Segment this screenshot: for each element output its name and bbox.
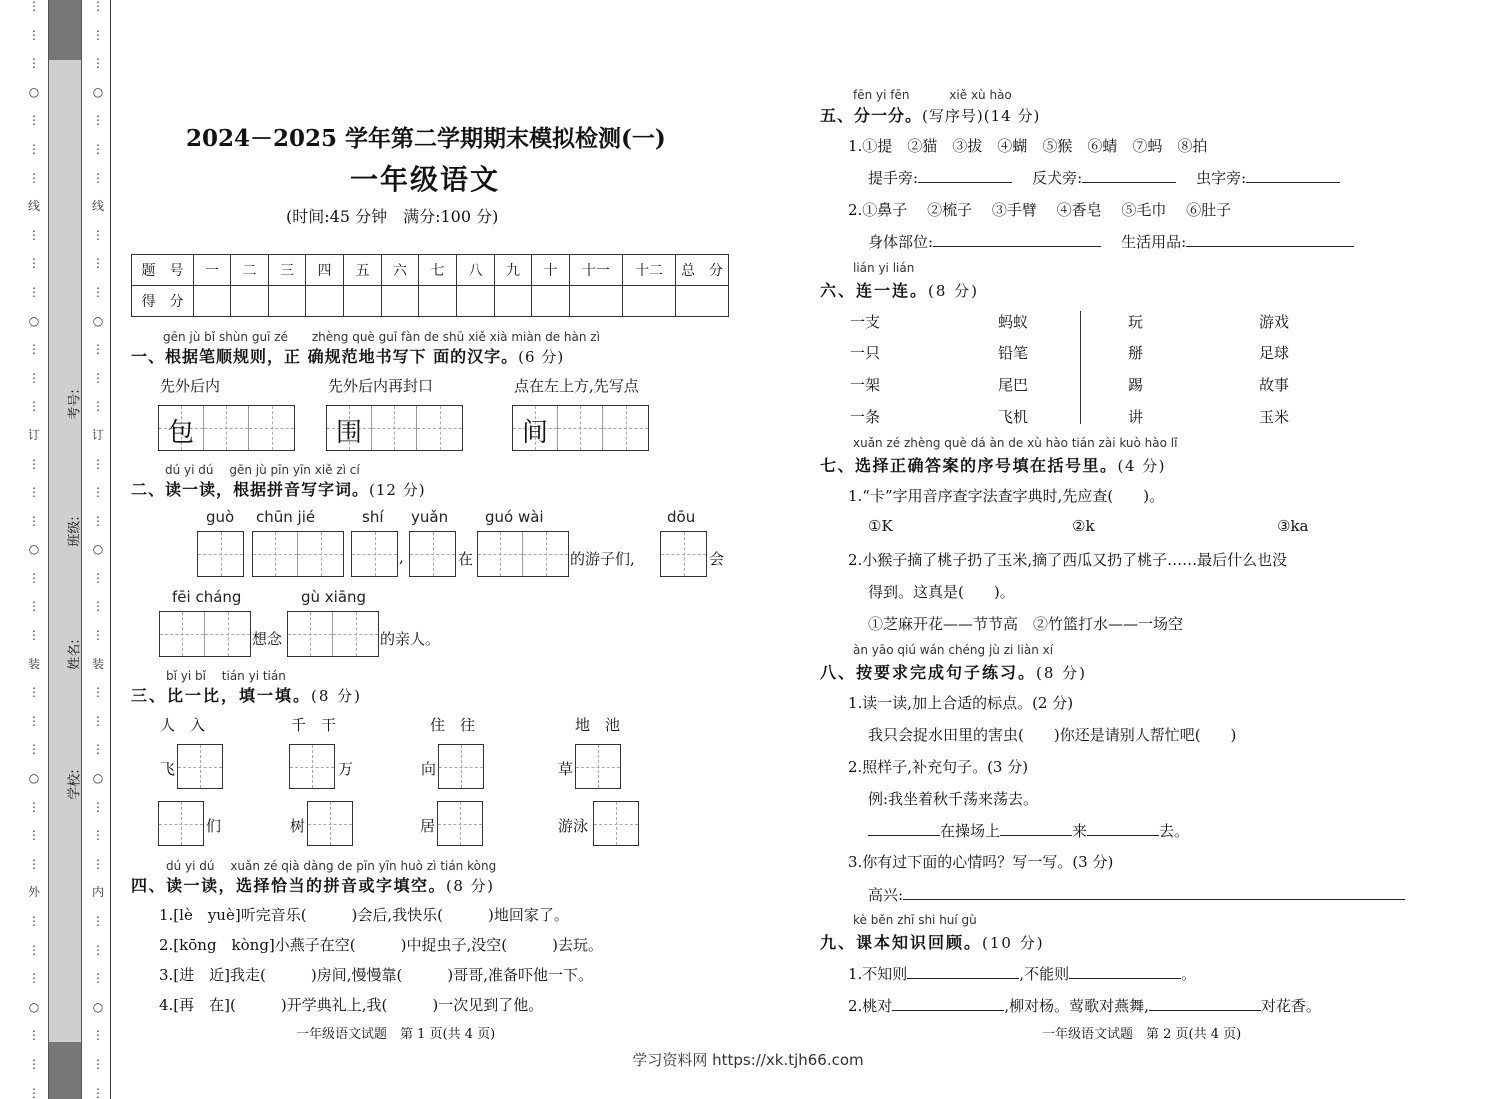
s6-item: 讲 — [1128, 408, 1144, 426]
s6-divider — [1080, 311, 1081, 424]
s8-blank[interactable] — [1000, 820, 1072, 836]
s3-word: 们 — [206, 817, 222, 835]
s3-title-text: 三、比一比，填一填。 — [131, 686, 312, 705]
s3-box[interactable] — [177, 744, 223, 789]
s2-py: chūn jié — [256, 508, 316, 526]
s7-q1: 1.“卡”字用音序查字法查字典时,先应查( )。 — [848, 487, 1165, 505]
s4-title — [131, 873, 495, 896]
score-header-cell: 十一 — [570, 255, 623, 286]
s9-blank[interactable] — [1149, 995, 1261, 1011]
s9-text: 1.不知则 — [848, 965, 908, 983]
binding-line — [110, 0, 111, 1099]
s8-blank[interactable] — [903, 884, 1405, 900]
score-value-row — [132, 286, 729, 317]
score-input-cell[interactable] — [623, 286, 676, 317]
score-header-cell: 三 — [269, 255, 306, 286]
s8-blank[interactable] — [1087, 820, 1159, 836]
s5-blank[interactable] — [918, 167, 1012, 183]
s2-box-guxiang[interactable] — [287, 611, 379, 657]
s9-q1 — [848, 963, 1196, 984]
s3-box[interactable] — [437, 801, 483, 846]
s9-text: ,不能则 — [1019, 965, 1070, 983]
s2-py: gù xiāng — [301, 588, 367, 606]
s7-opts2: ①芝麻开花——节节高 ②竹篮打水——一场空 — [868, 615, 1184, 633]
s2-py: guò — [206, 508, 235, 526]
s3-box[interactable] — [307, 801, 353, 846]
binding-mark: 装 — [27, 656, 40, 671]
score-header-cell: 题 号 — [132, 255, 194, 286]
score-header-cell: 二 — [231, 255, 269, 286]
s8-fill-text: 去。 — [1159, 822, 1190, 840]
s1-grid-bao[interactable] — [158, 405, 295, 451]
s5-cat-label: 提手旁: — [868, 169, 919, 187]
s8-q2-example: 例:我坐着秋千荡来荡去。 — [868, 790, 1039, 808]
s3-pinyin: bǐ yi bǐ tián yi tián — [166, 669, 286, 683]
score-input-cell[interactable] — [419, 286, 457, 317]
s8-q1-sentence: 我只会捉水田里的害虫( )你还是请别人帮忙吧( ) — [868, 726, 1237, 744]
s8-score: (8 分) — [1036, 664, 1088, 682]
score-header-cell: 总 分 — [676, 255, 729, 286]
s6-item: 蚂蚁 — [998, 313, 1029, 331]
s3-title — [131, 683, 362, 706]
s9-text: 2.桃对 — [848, 997, 893, 1015]
s3-score: (8 分) — [311, 687, 363, 705]
footer-left: 一年级语文试题 第 1 页(共 4 页) — [296, 1027, 496, 1042]
s5-title-text: 五、分一分。 — [820, 106, 923, 125]
s8-fill-text: 在操场上 — [940, 822, 1001, 840]
field-class: 班级: — [67, 516, 83, 547]
s4-title-text: 四、读一读，选择恰当的拼音或字填空。 — [131, 876, 447, 895]
s5-blank[interactable] — [1082, 167, 1176, 183]
s7-pinyin: xuǎn zé zhèng què dá àn de xù hào tián zài kuò hào lǐ — [853, 436, 1178, 450]
s2-pinyin: dú yi dú gēn jù pīn yīn xiě zì cí — [165, 463, 360, 477]
s5-q1: 1.①提 ②猫 ③拔 ④蝴 ⑤猴 ⑥蜻 ⑦蚂 ⑧拍 — [848, 137, 1208, 155]
s5-cat-label: 身体部位: — [868, 233, 934, 251]
s4-item: 3.[进 近]我走( )房间,慢慢靠( )哥哥,准备吓他一下。 — [159, 966, 593, 984]
score-header-cell: 八 — [457, 255, 495, 286]
s4-pinyin: dú yi dú xuǎn zé qià dàng de pīn yīn huò zì tián kòng — [166, 859, 497, 873]
binding-mark: 外 — [27, 885, 40, 900]
s7-opt: ②k — [1072, 517, 1095, 535]
score-input-cell[interactable] — [194, 286, 231, 317]
s8-q2-fill — [868, 820, 1189, 841]
s3-pair: 人 入 — [160, 716, 206, 734]
s9-text: 对花香。 — [1260, 997, 1321, 1015]
score-header-cell: 十 — [532, 255, 570, 286]
s6-item: 一条 — [850, 408, 881, 426]
s2-box-guo[interactable] — [197, 531, 244, 577]
s2-score: (12 分) — [369, 481, 426, 499]
s5-blank[interactable] — [933, 231, 1101, 247]
s9-text: ,柳对杨。莺歌对燕舞, — [1004, 997, 1149, 1015]
s7-score: (4 分) — [1117, 457, 1167, 475]
s5-cat-label: 虫字旁: — [1196, 169, 1247, 187]
s6-title-text: 六、连一连。 — [820, 281, 929, 300]
s1-char: 间 — [521, 418, 548, 448]
s2-py: dōu — [667, 508, 696, 526]
s1-grid-wei[interactable] — [326, 405, 463, 451]
s2-box-guowai[interactable] — [477, 531, 569, 577]
s1-char: 包 — [167, 418, 194, 448]
s6-score: (8 分) — [928, 282, 980, 300]
s8-pinyin: àn yāo qiú wán chéng jù zi liàn xí — [853, 643, 1054, 657]
score-header-row — [132, 255, 729, 286]
s3-word: 草 — [558, 760, 574, 778]
exam-title: 2024－2025 学年第二学期期末模拟检测(一) — [186, 125, 666, 152]
s2-text-zai: 在 — [458, 550, 474, 568]
s1-grid-jian[interactable] — [512, 405, 649, 451]
score-input-cell[interactable] — [676, 286, 729, 317]
s6-item: 铅笔 — [998, 344, 1029, 362]
s6-item: 一支 — [850, 313, 881, 331]
s8-q2: 2.照样子,补充句子。(3 分) — [848, 758, 1029, 776]
s2-comma: , — [399, 548, 404, 566]
s2-py: guó wài — [485, 508, 544, 526]
s6-item: 飞机 — [998, 408, 1029, 426]
s3-box[interactable] — [575, 744, 621, 789]
s9-pinyin: kè běn zhī shi huí gù — [853, 913, 977, 927]
s3-word: 向 — [421, 760, 437, 778]
s6-title — [820, 278, 979, 301]
score-header-cell: 九 — [495, 255, 532, 286]
binding-mark: 装 — [91, 656, 104, 671]
s3-box[interactable] — [289, 744, 335, 789]
score-table — [131, 254, 729, 317]
score-header-cell: 七 — [419, 255, 457, 286]
footer-right: 一年级语文试题 第 2 页(共 4 页) — [1042, 1027, 1242, 1042]
s5-q2: 2.①鼻子 ②梳子 ③手臂 ④香皂 ⑤毛巾 ⑥肚子 — [848, 201, 1232, 219]
score-header-cell: 五 — [344, 255, 382, 286]
s1-title — [131, 344, 564, 367]
s3-word: 树 — [290, 817, 306, 835]
field-name: 姓名: — [67, 639, 83, 670]
s2-box-chunjie[interactable] — [252, 531, 344, 577]
s8-fill-text: 来 — [1072, 822, 1088, 840]
s2-box-feichang[interactable] — [159, 611, 251, 657]
s6-item: 游戏 — [1259, 313, 1290, 331]
binding-dots-outer: ⋮ ⋮ ⋮ ○ ⋮ ⋮ ⋮ 线 ⋮ ⋮ ⋮ ○ ⋮ ⋮ ⋮ 订 ⋮ ⋮ ⋮ ○ ⋮ ⋮ ⋮ 装 ⋮ ⋮ ⋮ ○ ⋮ ⋮ ⋮ 外 ⋮ ⋮ ⋮ ○ ⋮ ⋮ ⋮ — [27, 0, 40, 1099]
exam-meta: (时间:45 分钟 满分:100 分) — [286, 207, 499, 226]
s2-box-shi[interactable] — [351, 531, 398, 577]
binding-mark: 内 — [91, 885, 104, 900]
s2-title — [131, 477, 426, 500]
s3-box[interactable] — [438, 744, 484, 789]
s6-item: 一只 — [850, 344, 881, 362]
s1-rule: 先外后内 — [160, 377, 221, 395]
score-input-cell[interactable] — [570, 286, 623, 317]
s2-text-youzi: 的游子们, — [570, 550, 635, 568]
s6-item: 足球 — [1259, 344, 1290, 362]
s1-pinyin: gēn jù bǐ shùn guī zé zhèng què guī fàn de shū xiě xià miàn de hàn zì — [163, 330, 600, 344]
s3-box[interactable] — [158, 801, 204, 846]
score-input-cell[interactable] — [495, 286, 532, 317]
s4-score: (8 分) — [446, 877, 495, 895]
score-input-cell[interactable] — [231, 286, 269, 317]
s9-q2 — [848, 995, 1321, 1016]
s2-text-xiangnian: 想念 — [252, 630, 283, 648]
score-header-cell: 四 — [306, 255, 344, 286]
s9-title-text: 九、课本知识回顾。 — [820, 933, 983, 952]
s7-q2a: 2.小猴子摘了桃子扔了玉米,摘了西瓜又扔了桃子……最后什么也没 — [848, 551, 1288, 569]
score-header-cell: 十二 — [623, 255, 676, 286]
s4-item: 4.[再 在]( )开学典礼上,我( )一次见到了他。 — [159, 996, 544, 1014]
s6-pinyin: lián yi lián — [853, 261, 915, 275]
s9-text: 。 — [1181, 965, 1197, 983]
s1-rule: 先外后内再封口 — [328, 377, 434, 395]
s5-score: (14 分) — [983, 107, 1041, 125]
field-exam-number: 考号: — [67, 389, 83, 420]
score-input-cell[interactable] — [306, 286, 344, 317]
s6-item: 玩 — [1128, 313, 1144, 331]
s9-title — [820, 930, 1045, 953]
binding-mark: 线 — [91, 199, 104, 214]
s5-cat — [868, 231, 1354, 252]
s5-blank[interactable] — [1186, 231, 1354, 247]
s2-py: shí — [362, 508, 384, 526]
s9-blank[interactable] — [1069, 963, 1181, 979]
s6-item: 尾巴 — [998, 376, 1029, 394]
s2-py: yuǎn — [411, 508, 449, 526]
s5-pinyin: fēn yi fēn xiě xù hào — [853, 88, 1012, 102]
binding-mark: 订 — [91, 427, 104, 442]
score-input-cell[interactable] — [457, 286, 495, 317]
s3-word: 居 — [420, 817, 436, 835]
s5-blank[interactable] — [1246, 167, 1340, 183]
s1-score: (6 分) — [518, 348, 565, 366]
s3-word: 飞 — [160, 760, 176, 778]
s3-word: 万 — [338, 760, 354, 778]
s7-title-text: 七、选择正确答案的序号填在括号里。 — [820, 456, 1118, 475]
s8-title — [820, 660, 1087, 683]
s1-rule: 点在左上方,先写点 — [514, 377, 639, 395]
subject-title: 一年级语文 — [350, 163, 501, 196]
s9-blank[interactable] — [907, 963, 1019, 979]
s5-title — [820, 103, 1040, 126]
score-header-cell: 一 — [194, 255, 231, 286]
binding-mark: 订 — [27, 427, 40, 442]
s6-item: 掰 — [1128, 344, 1144, 362]
s5-cat — [868, 167, 1340, 188]
s3-pair: 住 往 — [430, 716, 476, 734]
s6-item: 故事 — [1259, 376, 1290, 394]
s5-paren: (写序号) — [922, 107, 984, 125]
s5-cat-label: 生活用品: — [1121, 233, 1187, 251]
s8-q3-line — [868, 884, 1405, 905]
s6-item: 一架 — [850, 376, 881, 394]
s8-blank[interactable] — [868, 820, 940, 836]
watermark: 学习资料网 https://xk.tjh66.com — [632, 1051, 864, 1069]
score-header-cell: 六 — [382, 255, 419, 286]
s8-q3: 3.你有过下面的心情吗？写一写。(3 分) — [848, 853, 1114, 871]
s8-q1: 1.读一读,加上合适的标点。(2 分) — [848, 694, 1074, 712]
s8-q3-label: 高兴: — [868, 886, 904, 904]
s7-q2b: 得到。这真是( )。 — [868, 583, 1015, 601]
score-label-cell: 得 分 — [132, 286, 194, 317]
s8-title-text: 八、按要求完成句子练习。 — [820, 663, 1037, 682]
score-input-cell[interactable] — [269, 286, 306, 317]
s7-opt: ①K — [868, 517, 893, 535]
s2-text-hui: 会 — [709, 550, 725, 568]
s7-title — [820, 453, 1166, 476]
binding-dots-inner: ⋮ ⋮ ⋮ ○ ⋮ ⋮ ⋮ 线 ⋮ ⋮ ⋮ ○ ⋮ ⋮ ⋮ 订 ⋮ ⋮ ⋮ ○ ⋮ ⋮ ⋮ 装 ⋮ ⋮ ⋮ ○ ⋮ ⋮ ⋮ 内 ⋮ ⋮ ⋮ ○ ⋮ ⋮ ⋮ — [91, 0, 104, 1099]
s1-char: 围 — [335, 418, 362, 448]
score-input-cell[interactable] — [344, 286, 382, 317]
s6-item: 踢 — [1128, 376, 1144, 394]
score-input-cell[interactable] — [532, 286, 570, 317]
s9-score: (10 分) — [982, 934, 1045, 952]
s4-item: 1.[lè yuè]听完音乐( )会后,我快乐( )地回家了。 — [159, 906, 569, 924]
field-school: 学校: — [67, 769, 83, 800]
score-input-cell[interactable] — [382, 286, 419, 317]
s1-title-text: 一、根据笔顺规则，正 确规范地书写下 面的汉字。 — [131, 347, 519, 366]
s3-pair: 千 干 — [291, 716, 337, 734]
s3-word: 游泳 — [558, 817, 589, 835]
s6-item: 玉米 — [1259, 408, 1290, 426]
s9-blank[interactable] — [892, 995, 1004, 1011]
s5-cat-label: 反犬旁: — [1032, 169, 1083, 187]
s3-pair: 地 池 — [575, 716, 621, 734]
s4-item: 2.[kōng kòng]小燕子在空( )中捉虫子,没空( )去玩。 — [159, 936, 603, 954]
s3-box[interactable] — [593, 801, 639, 846]
s2-text-qinren: 的亲人。 — [380, 630, 441, 648]
s2-title-text: 二、读一读，根据拼音写字词。 — [131, 480, 370, 499]
s2-box-dou[interactable] — [660, 531, 707, 577]
s2-py: fēi cháng — [172, 588, 242, 606]
s7-opt: ③ka — [1277, 517, 1309, 535]
binding-mark: 线 — [27, 199, 40, 214]
s2-box-yuan[interactable] — [409, 531, 456, 577]
